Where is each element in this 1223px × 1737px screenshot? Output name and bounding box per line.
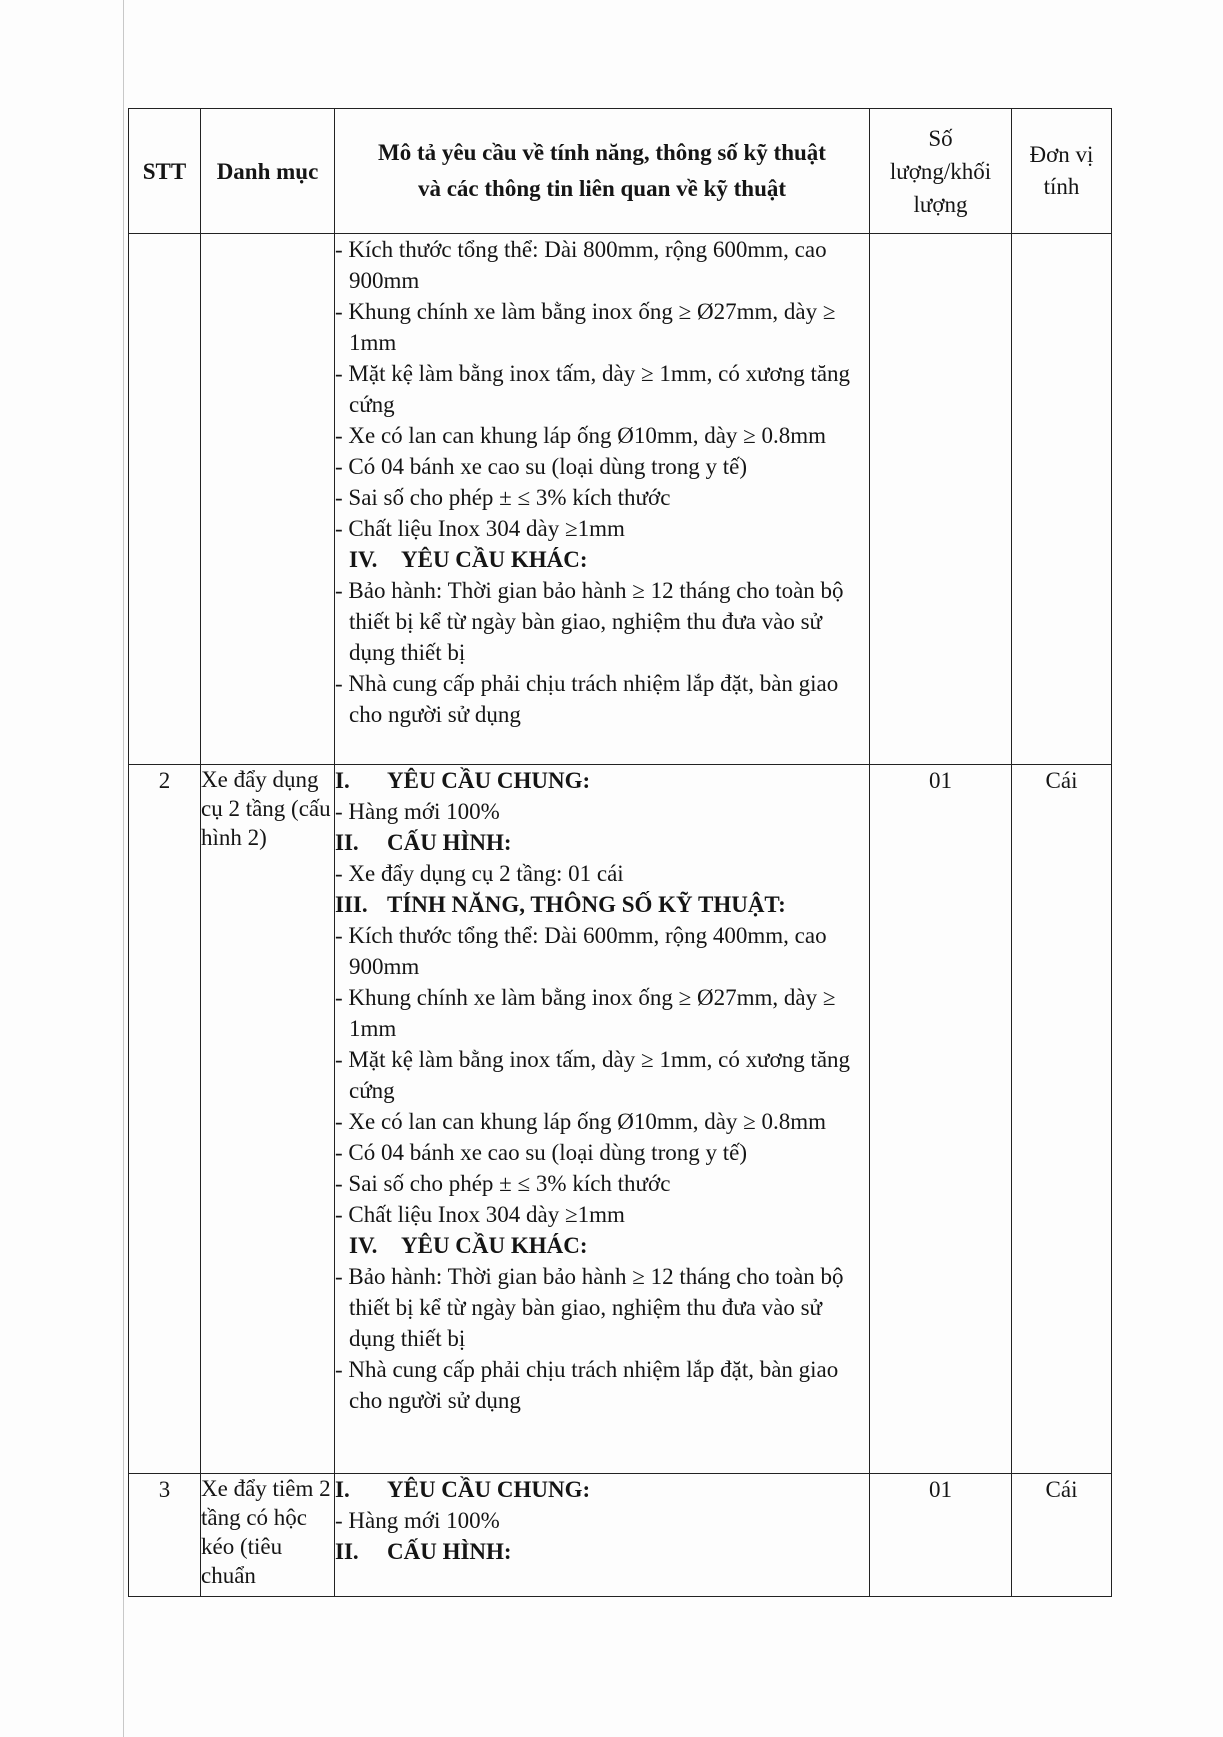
spec-item: - Mặt kệ làm bằng inox tấm, dày ≥ 1mm, có xương tăng cứng <box>335 1047 851 1103</box>
header-don-vi-line2: tính <box>1043 174 1080 199</box>
header-mo-ta-line2: và các thông tin liên quan về kỹ thuật <box>417 176 787 201</box>
section-heading: II. CẤU HÌNH: <box>335 830 512 855</box>
section-heading: I. YÊU CẦU CHUNG: <box>335 768 591 793</box>
cell-so-luong <box>870 234 1012 765</box>
cell-danh-muc: Xe đẩy tiêm 2 tầng có hộc kéo (tiêu chuẩn <box>201 1474 335 1597</box>
table-row <box>129 765 1112 1474</box>
cell-so-luong: 01 <box>870 1474 1012 1597</box>
spec-item: - Có 04 bánh xe cao su (loại dùng trong y tế) <box>335 1140 747 1165</box>
header-don-vi-line1: Đơn vị <box>1029 142 1094 167</box>
table-row <box>129 234 1112 765</box>
section-heading: III. TÍNH NĂNG, THÔNG SỐ KỸ THUẬT: <box>335 892 786 917</box>
spec-item: - Có 04 bánh xe cao su (loại dùng trong y tế) <box>335 454 747 479</box>
spec-item: - Khung chính xe làm bằng inox ống ≥ Ø27mm, dày ≥ 1mm <box>335 985 836 1041</box>
header-so-luong <box>870 109 1012 234</box>
spec-item: - Hàng mới 100% <box>335 1508 500 1533</box>
cell-mo-ta <box>335 1474 870 1597</box>
spec-item: - Kích thước tổng thể: Dài 800mm, rộng 600mm, cao 900mm <box>335 237 827 293</box>
spec-item: - Kích thước tổng thể: Dài 600mm, rộng 400mm, cao 900mm <box>335 923 827 979</box>
specification-table <box>128 108 1112 1597</box>
cell-don-vi: Cái <box>1012 1474 1112 1597</box>
spec-item: - Chất liệu Inox 304 dày ≥1mm <box>335 1202 625 1227</box>
header-mo-ta-line1: Mô tả yêu cầu về tính năng, thông số kỹ thuật <box>378 140 826 165</box>
spec-item: - Mặt kệ làm bằng inox tấm, dày ≥ 1mm, có xương tăng cứng <box>335 361 851 417</box>
spec-item: - Sai số cho phép ± ≤ 3% kích thước <box>335 1171 671 1196</box>
cell-danh-muc: Xe đẩy dụng cụ 2 tầng (cấu hình 2) <box>201 765 335 1474</box>
header-danh-muc: Danh mục <box>201 109 335 234</box>
cell-mo-ta <box>335 765 870 1474</box>
cell-stt: 3 <box>129 1474 201 1597</box>
cell-stt: 2 <box>129 765 201 1474</box>
header-stt: STT <box>129 109 201 234</box>
spec-item: - Khung chính xe làm bằng inox ống ≥ Ø27mm, dày ≥ 1mm <box>335 299 836 355</box>
header-don-vi <box>1012 109 1112 234</box>
scan-margin-line <box>123 0 124 1737</box>
section-heading: IV. YÊU CẦU KHÁC: <box>349 1233 588 1258</box>
spec-item: - Bảo hành: Thời gian bảo hành ≥ 12 tháng cho toàn bộ thiết bị kể từ ngày bàn giao, nghiệm thu đưa vào sử dụng thiết bị <box>335 1264 844 1351</box>
spec-item: - Nhà cung cấp phải chịu trách nhiệm lắp đặt, bàn giao cho người sử dụng <box>335 671 839 727</box>
section-heading: IV. YÊU CẦU KHÁC: <box>349 547 588 572</box>
spec-item: - Sai số cho phép ± ≤ 3% kích thước <box>335 485 671 510</box>
header-so-luong-line3: lượng <box>913 191 968 217</box>
table-row <box>129 1474 1112 1597</box>
header-so-luong-line2: lượng/khối <box>889 158 992 184</box>
cell-don-vi <box>1012 234 1112 765</box>
cell-so-luong: 01 <box>870 765 1012 1474</box>
spec-item: - Xe có lan can khung láp ống Ø10mm, dày ≥ 0.8mm <box>335 423 827 448</box>
section-heading: II. CẤU HÌNH: <box>335 1539 512 1564</box>
header-so-luong-line1: Số <box>928 125 953 151</box>
section-heading: I. YÊU CẦU CHUNG: <box>335 1477 591 1502</box>
cell-mo-ta <box>335 234 870 765</box>
spec-item: - Nhà cung cấp phải chịu trách nhiệm lắp đặt, bàn giao cho người sử dụng <box>335 1357 839 1413</box>
spec-item: - Hàng mới 100% <box>335 799 500 824</box>
spec-item: - Bảo hành: Thời gian bảo hành ≥ 12 tháng cho toàn bộ thiết bị kể từ ngày bàn giao, nghiệm thu đưa vào sử dụng thiết bị <box>335 578 844 665</box>
spec-item: - Chất liệu Inox 304 dày ≥1mm <box>335 516 625 541</box>
cell-don-vi: Cái <box>1012 765 1112 1474</box>
cell-danh-muc <box>201 234 335 765</box>
spec-item: - Xe có lan can khung láp ống Ø10mm, dày ≥ 0.8mm <box>335 1109 827 1134</box>
spec-item: - Xe đẩy dụng cụ 2 tầng: 01 cái <box>335 861 624 886</box>
table-header-row <box>129 109 1112 234</box>
cell-stt <box>129 234 201 765</box>
header-mo-ta <box>335 109 870 234</box>
